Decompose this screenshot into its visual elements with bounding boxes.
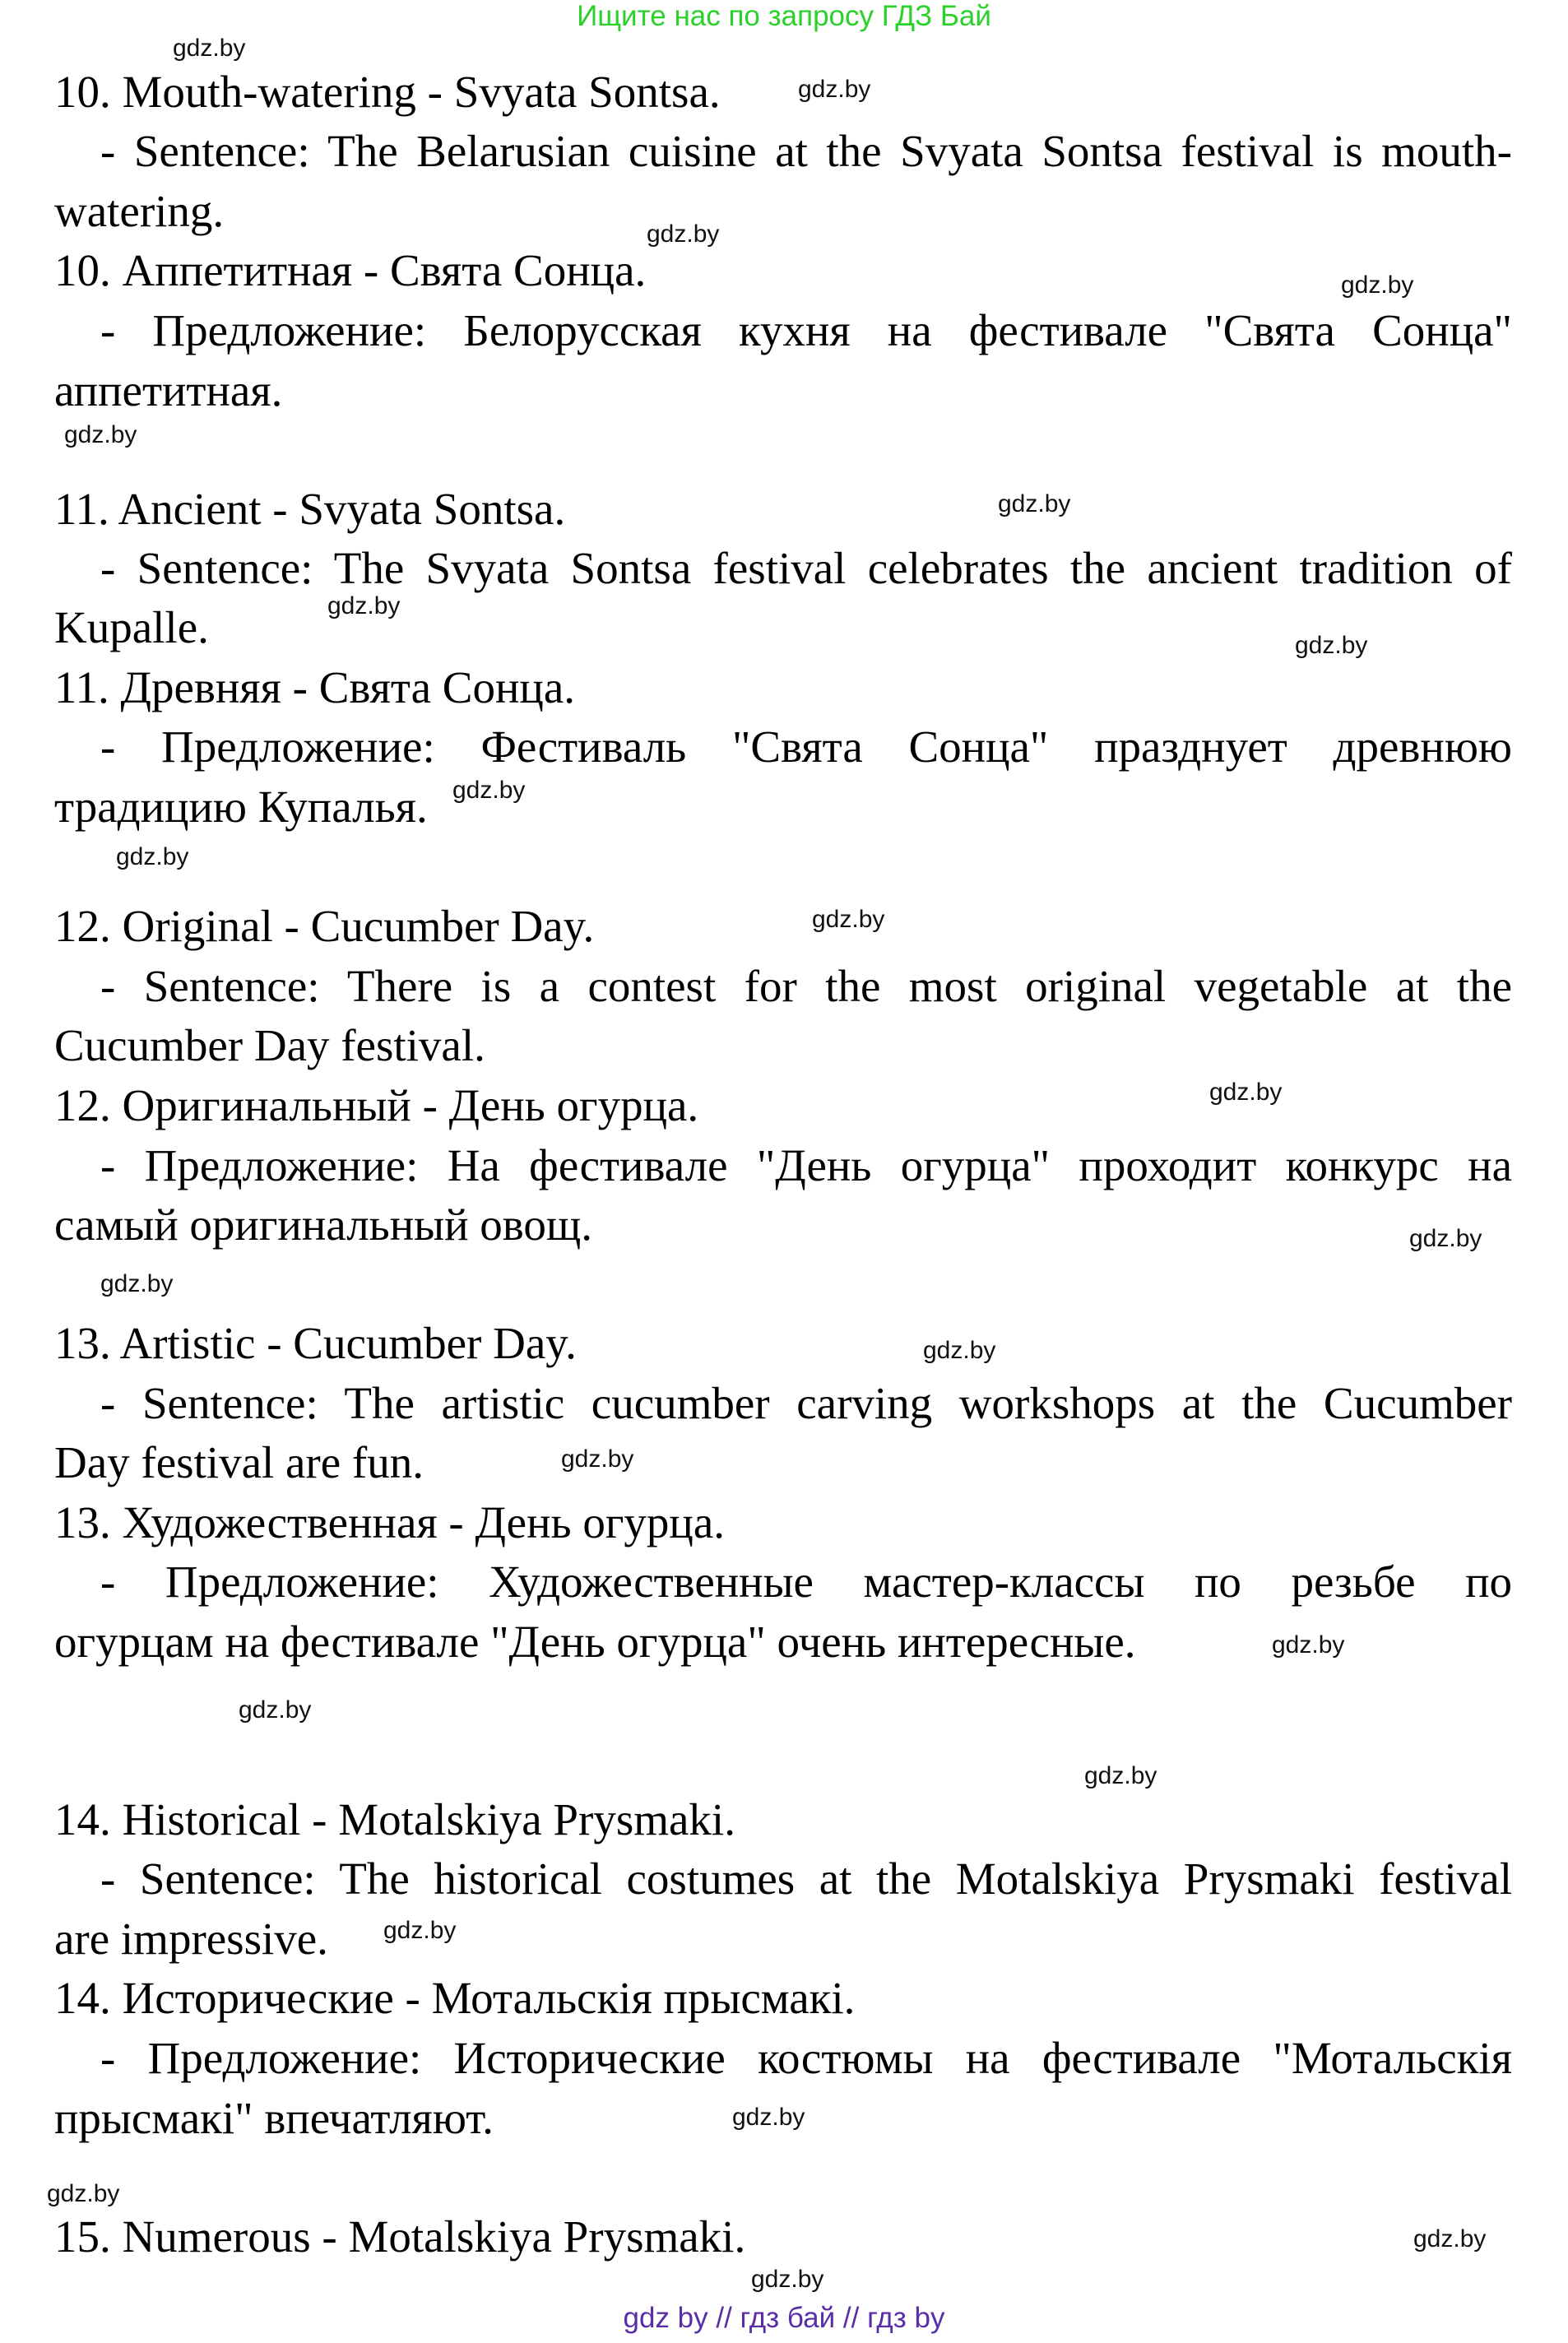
sentence-13-ru-line-1: - Предложение: Художественные мастер-классы по резьбе по xyxy=(100,1557,1512,1607)
heading-13-en: 13. Artistic - Cucumber Day. xyxy=(54,1318,577,1368)
sentence-14-en-line-2: are impressive. xyxy=(54,1914,328,1964)
watermark: gdz.by xyxy=(327,592,401,619)
watermark: gdz.by xyxy=(64,421,137,448)
sentence-11-en-line-1: - Sentence: The Svyata Sontsa festival celebrates the ancient tradition of xyxy=(100,543,1512,593)
sentence-10-en-line-2: watering. xyxy=(54,186,225,236)
watermark: gdz.by xyxy=(798,76,871,103)
sentence-13-en-line-2: Day festival are fun. xyxy=(54,1437,424,1487)
sentence-13-en-line-1: - Sentence: The artistic cucumber carving workshops at the Cucumber xyxy=(100,1378,1512,1428)
sentence-11-ru-line-2: традицию Купалья. xyxy=(54,782,428,832)
heading-14-ru: 14. Исторические - Мотальскія прысмакі. xyxy=(54,1973,856,2023)
sentence-12-en-line-1: - Sentence: There is a contest for the most original vegetable at the xyxy=(100,961,1512,1011)
sentence-12-en-line-2: Cucumber Day festival. xyxy=(54,1020,485,1070)
watermark: gdz.by xyxy=(1341,271,1414,299)
search-hint-header: Ищите нас по запросу ГДЗ Бай xyxy=(577,0,991,32)
sentence-12-ru-line-1: - Предложение: На фестивале "День огурца" проходит конкурс на xyxy=(100,1140,1512,1190)
watermark: gdz.by xyxy=(923,1337,996,1364)
sentence-14-en-line-1: - Sentence: The historical costumes at the Motalskiya Prysmaki festival xyxy=(100,1854,1512,1904)
sentence-11-en-line-2: Kupalle. xyxy=(54,602,209,652)
watermark: gdz.by xyxy=(239,1696,312,1724)
heading-15-en: 15. Numerous - Motalskiya Prysmaki. xyxy=(54,2211,746,2262)
sentence-14-ru-line-1: - Предложение: Исторические костюмы на фестивале "Мотальскія xyxy=(100,2033,1512,2083)
watermark: gdz.by xyxy=(1084,1762,1157,1789)
watermark: gdz.by xyxy=(452,777,526,804)
sentence-14-ru-line-2: прысмакі" впечатляют. xyxy=(54,2093,494,2143)
watermark: gdz.by xyxy=(998,490,1071,517)
heading-10-en: 10. Mouth-watering - Svyata Sontsa. xyxy=(54,67,721,117)
heading-14-en: 14. Historical - Motalskiya Prysmaki. xyxy=(54,1794,735,1844)
sentence-10-ru-line-2: аппетитная. xyxy=(54,365,283,415)
heading-13-ru: 13. Художественная - День огурца. xyxy=(54,1497,726,1547)
watermark: gdz.by xyxy=(173,35,246,62)
heading-11-ru: 11. Древняя - Свята Сонца. xyxy=(54,662,576,712)
footer-links[interactable]: gdz by // гдз бай // гдз by xyxy=(623,2302,945,2334)
watermark: gdz.by xyxy=(1295,632,1368,659)
sentence-10-en-line-1: - Sentence: The Belarusian cuisine at the Svyata Sontsa festival is mouth- xyxy=(100,126,1512,176)
heading-12-ru: 12. Оригинальный - День огурца. xyxy=(54,1080,699,1130)
watermark: gdz.by xyxy=(812,906,885,933)
sentence-10-ru-line-1: - Предложение: Белорусская кухня на фестивале "Свята Сонца" xyxy=(100,305,1512,355)
watermark: gdz.by xyxy=(116,843,189,870)
watermark: gdz.by xyxy=(561,1445,634,1473)
watermark: gdz.by xyxy=(1272,1631,1345,1659)
watermark: gdz.by xyxy=(100,1270,174,1297)
heading-10-ru: 10. Аппетитная - Свята Сонца. xyxy=(54,245,647,295)
heading-11-en: 11. Ancient - Svyata Sontsa. xyxy=(54,484,566,534)
watermark: gdz.by xyxy=(47,2180,120,2207)
watermark: gdz.by xyxy=(732,2104,805,2131)
watermark: gdz.by xyxy=(1409,1225,1482,1252)
heading-12-en: 12. Original - Cucumber Day. xyxy=(54,901,595,951)
watermark: gdz.by xyxy=(1209,1079,1283,1106)
sentence-11-ru-line-1: - Предложение: Фестиваль "Свята Сонца" празднует древнюю xyxy=(100,721,1512,772)
watermark: gdz.by xyxy=(647,220,720,248)
sentence-13-ru-line-2: огурцам на фестивале "День огурца" очень интересные. xyxy=(54,1617,1136,1667)
watermark: gdz.by xyxy=(1413,2225,1487,2253)
watermark: gdz.by xyxy=(383,1917,457,1944)
sentence-12-ru-line-2: самый оригинальный овощ. xyxy=(54,1199,592,1250)
watermark: gdz.by xyxy=(751,2266,824,2293)
